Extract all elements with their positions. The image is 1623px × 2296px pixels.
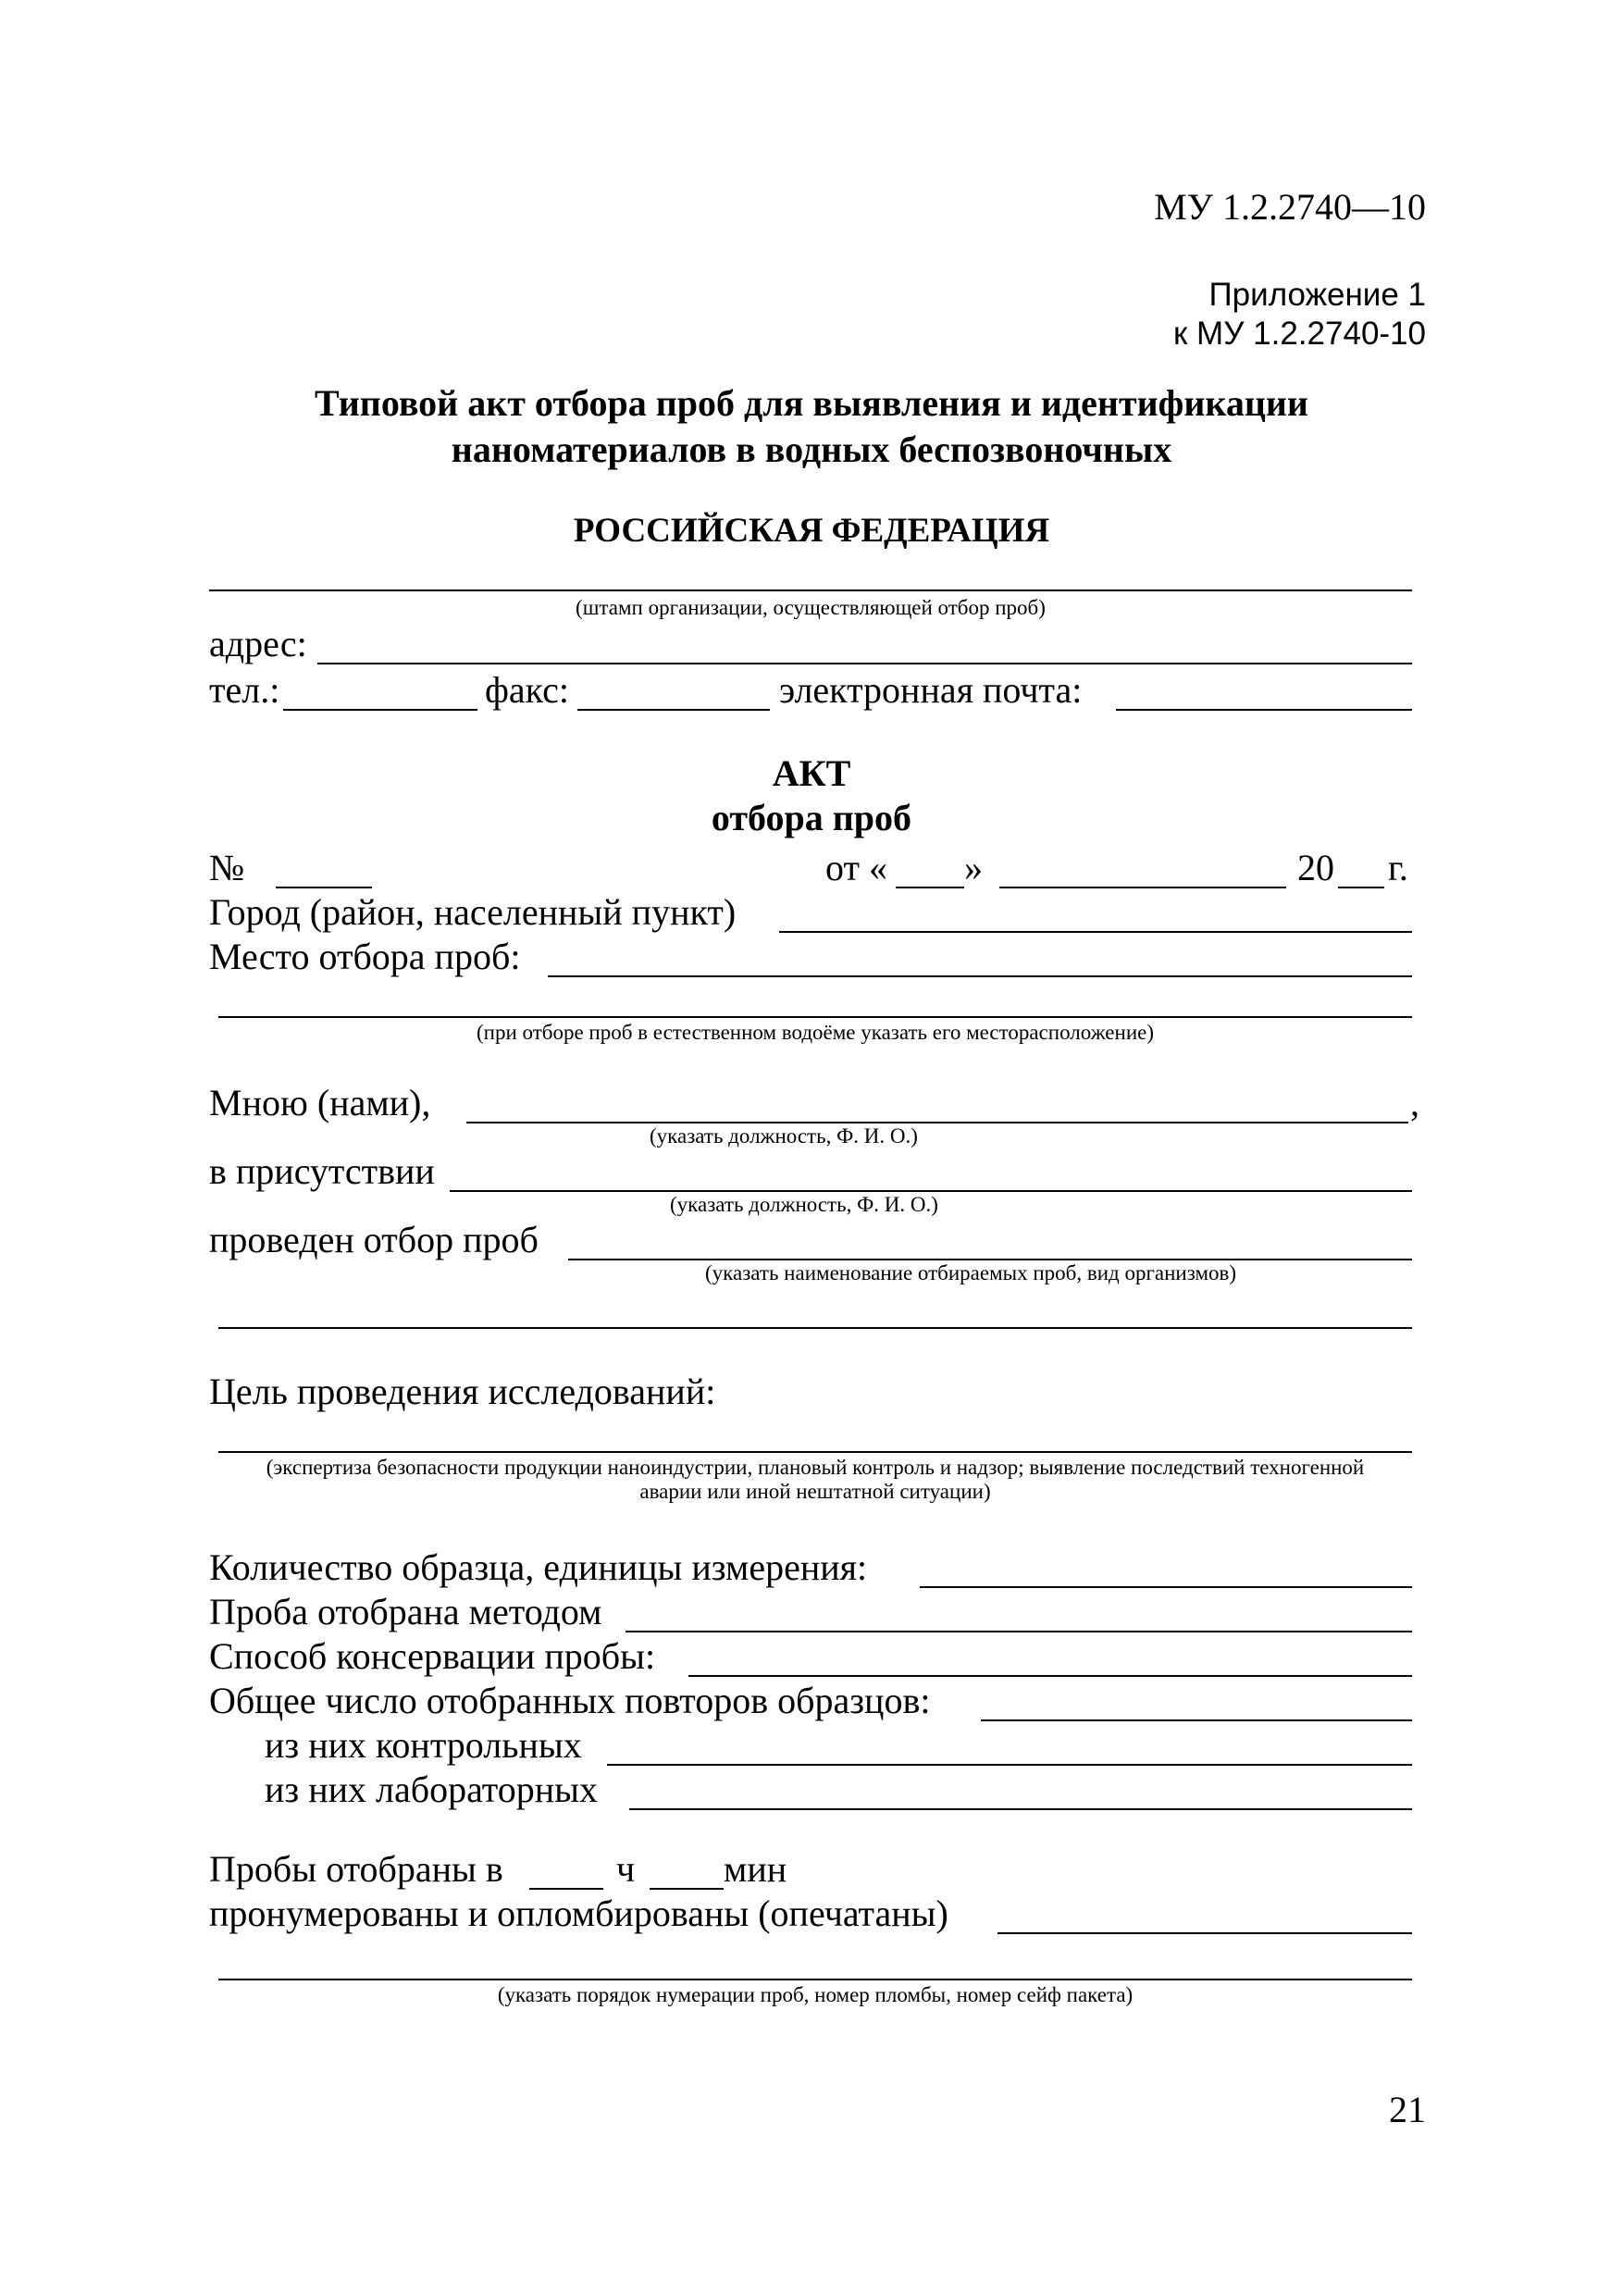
email-field[interactable]	[1116, 709, 1412, 711]
sampling-field-continued[interactable]	[218, 1327, 1412, 1329]
by-me-caption: (указать должность, Ф. И. О.)	[650, 1124, 918, 1148]
date-from-label: от «	[825, 847, 887, 888]
minutes-field[interactable]	[650, 1888, 724, 1890]
method-field[interactable]	[626, 1631, 1412, 1632]
email-label: электронная почта:	[779, 669, 1083, 711]
quantity-field[interactable]	[920, 1586, 1412, 1588]
seal-details-field[interactable]	[218, 1979, 1412, 1980]
purpose-label: Цель проведения исследований:	[209, 1371, 716, 1412]
total-repeats-field[interactable]	[981, 1719, 1412, 1721]
method-label: Проба отобрана методом	[209, 1591, 602, 1632]
document-code: МУ 1.2.2740—10	[1154, 186, 1426, 228]
hours-label: ч	[616, 1848, 636, 1890]
by-me-field[interactable]	[466, 1122, 1408, 1123]
control-label: из них контрольных	[265, 1724, 582, 1766]
city-field[interactable]	[779, 931, 1412, 933]
country-heading: РОССИЙСКАЯ ФЕДЕРАЦИЯ	[573, 512, 1050, 550]
appendix-reference: к МУ 1.2.2740-10	[1173, 316, 1426, 352]
sampling-caption: (указать наименование отбираемых проб, вид организмов)	[705, 1261, 1237, 1285]
act-heading: АКТ	[772, 752, 851, 794]
quantity-label: Количество образца, единицы измерения:	[209, 1546, 868, 1588]
year-prefix: 20	[1297, 847, 1334, 888]
fax-label: факс:	[485, 669, 569, 711]
phone-field[interactable]	[283, 709, 477, 711]
city-label: Город (район, населенный пункт)	[209, 891, 737, 933]
total-repeats-label: Общее число отобранных повторов образцов:	[209, 1680, 931, 1721]
preservation-field[interactable]	[688, 1675, 1412, 1677]
year-suffix: г.	[1388, 847, 1408, 888]
stamp-caption: (штамп организации, осуществляющей отбор проб)	[576, 596, 1046, 619]
date-quote-close: »	[964, 847, 983, 888]
lab-field[interactable]	[629, 1808, 1412, 1810]
minutes-label: мин	[724, 1848, 787, 1890]
lab-label: из них лабораторных	[265, 1769, 599, 1810]
date-day-field[interactable]	[896, 887, 964, 888]
preservation-label: Способ консервации пробы:	[209, 1635, 656, 1677]
time-label: Пробы отобраны в	[209, 1848, 503, 1890]
place-label: Место отбора проб:	[209, 936, 521, 977]
page-number: 21	[1389, 2089, 1426, 2130]
presence-caption: (указать должность, Ф. И. О.)	[670, 1193, 938, 1216]
hours-field[interactable]	[529, 1888, 603, 1890]
date-month-field[interactable]	[999, 887, 1286, 888]
year-field[interactable]	[1338, 887, 1384, 888]
stamp-line[interactable]	[209, 590, 1412, 591]
fax-field[interactable]	[577, 709, 770, 711]
address-field[interactable]	[317, 663, 1412, 664]
purpose-caption-line1: (экспертиза безопасности продукции наноиндустрии, плановый контроль и надзор; выявление последствий техногенной	[266, 1456, 1365, 1479]
document-title-line2: наноматериалов в водных беспозвоночных	[451, 428, 1172, 470]
sampling-label: проведен отбор проб	[209, 1219, 539, 1260]
act-subheading: отбора проб	[711, 797, 912, 838]
purpose-field[interactable]	[218, 1451, 1412, 1453]
purpose-caption-line2: аварии или иной нештатной ситуации)	[639, 1480, 991, 1503]
by-me-label: Мною (нами),	[209, 1082, 431, 1123]
appendix-label: Приложение 1	[1208, 277, 1426, 313]
presence-label: в присутствии	[209, 1150, 435, 1192]
sealed-label: пронумерованы и опломбированы (опечатаны)	[209, 1893, 948, 1934]
control-field[interactable]	[607, 1764, 1412, 1766]
place-field[interactable]	[548, 975, 1412, 977]
place-caption: (при отборе проб в естественном водоёме указать его месторасположение)	[476, 1021, 1154, 1044]
number-label: №	[209, 847, 245, 888]
place-field-continued[interactable]	[218, 1016, 1412, 1018]
by-me-comma: ,	[1410, 1082, 1419, 1123]
address-label: адрес:	[209, 623, 307, 664]
seal-caption: (указать порядок нумерации проб, номер пломбы, номер сейф пакета)	[497, 1983, 1134, 2006]
phone-label: тел.:	[209, 669, 280, 711]
sealed-field[interactable]	[997, 1932, 1412, 1934]
number-field[interactable]	[276, 887, 372, 888]
document-title-line1: Типовой акт отбора проб для выявления и идентификации	[315, 382, 1308, 424]
